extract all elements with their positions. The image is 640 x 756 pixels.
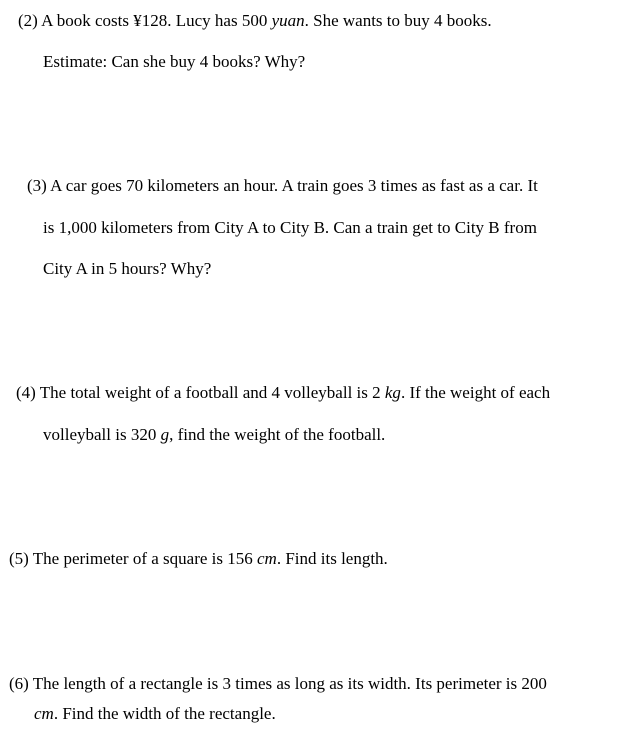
- problem-3-text-2: is 1,000 kilometers from City A to City B. Can a train get to City B from: [43, 218, 537, 237]
- problem-4-text-c: volleyball is 320: [43, 425, 161, 444]
- problem-3-text-1: (3) A car goes 70 kilometers an hour. A train goes 3 times as fast as a car. It: [27, 176, 538, 195]
- problem-2-text-a: (2) A book costs ¥128. Lucy has 500: [18, 11, 272, 30]
- problem-2-line-1: [18, 11, 492, 31]
- problem-2-question: Estimate: Can she buy 4 books? Why?: [43, 52, 306, 71]
- problem-5-line-1: [9, 549, 388, 569]
- unit-cm: cm: [257, 549, 277, 568]
- problem-6-text-1: (6) The length of a rectangle is 3 times as long as its width. Its perimeter is 200: [9, 674, 547, 693]
- problem-4-text-b: . If the weight of each: [400, 383, 551, 402]
- problem-3-line-3: [43, 259, 211, 279]
- unit-yuan: yuan: [271, 11, 305, 30]
- problem-6-line-1: [9, 674, 547, 694]
- problem-6-line-2: [34, 704, 276, 724]
- problem-3-line-2: [43, 218, 537, 238]
- problem-4-line-1: [16, 383, 550, 403]
- problem-4-text-d: , find the weight of the football.: [169, 425, 386, 444]
- problem-5-text-a: (5) The perimeter of a square is 156: [9, 549, 257, 568]
- problem-4-line-2: [43, 425, 385, 445]
- problem-2-text-b: . She wants to buy 4 books.: [304, 11, 492, 30]
- unit-g: g: [160, 425, 170, 444]
- problem-4-text-a: (4) The total weight of a football and 4 volleyball is 2: [16, 383, 385, 402]
- problem-5-text-b: . Find its length.: [276, 549, 388, 568]
- problem-3-line-1: [27, 176, 538, 196]
- problem-2-line-2: [43, 52, 305, 72]
- unit-kg: kg: [384, 383, 401, 402]
- problem-6-text-2: . Find the width of the rectangle.: [53, 704, 276, 723]
- problem-3-text-3: City A in 5 hours? Why?: [43, 259, 212, 278]
- unit-cm: cm: [34, 704, 54, 723]
